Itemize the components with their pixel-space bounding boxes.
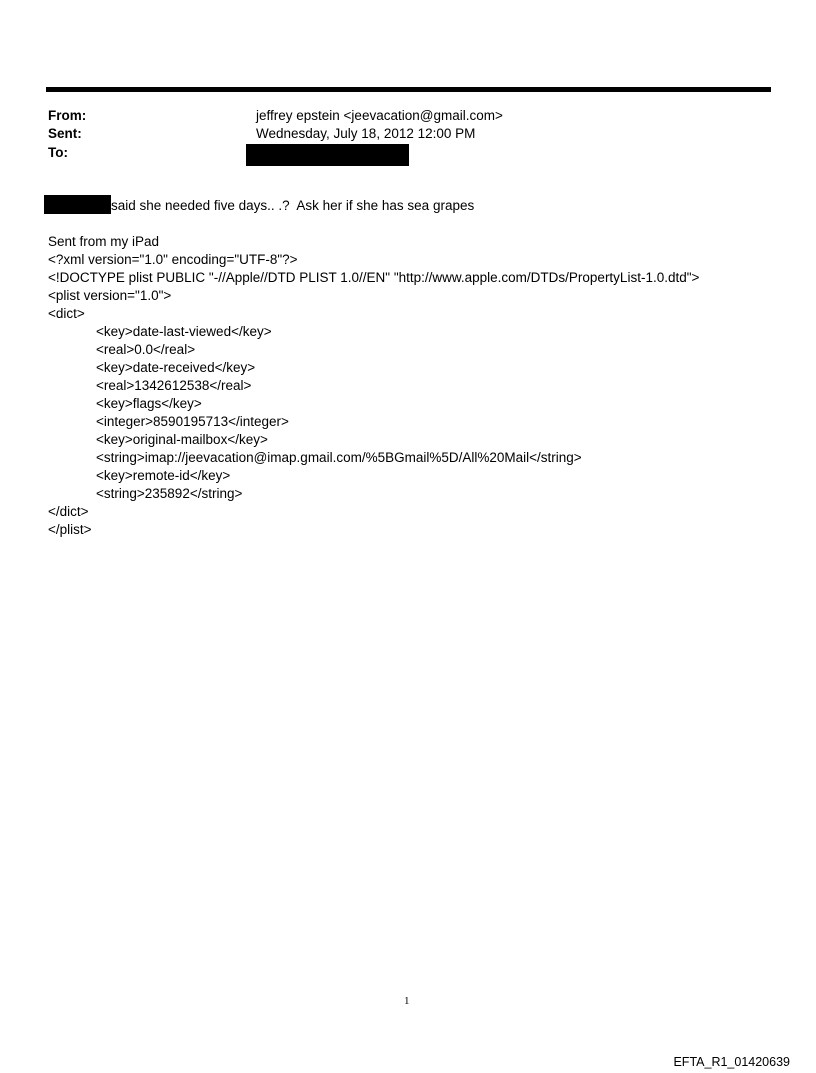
plist-entry: <real>1342612538</real> — [96, 378, 252, 393]
doctype-line: <!DOCTYPE plist PUBLIC "-//Apple//DTD PLIST 1.0//EN" "http://www.apple.com/DTDs/PropertyList-1.0.dtd"> — [48, 270, 700, 285]
plist-entry: <key>date-last-viewed</key> — [96, 324, 272, 339]
plist-entry: <key>flags</key> — [96, 396, 202, 411]
sent-value: Wednesday, July 18, 2012 12:00 PM — [256, 126, 476, 141]
dict-close: </dict> — [48, 504, 89, 519]
to-redaction — [246, 144, 409, 166]
plist-entry: <integer>8590195713</integer> — [96, 414, 289, 429]
name-redaction — [44, 195, 111, 214]
page-number: 1 — [404, 995, 410, 1007]
plist-entry: <string>imap://jeevacation@imap.gmail.com/%5BGmail%5D/All%20Mail</string> — [96, 450, 582, 465]
to-label: To: — [48, 145, 68, 160]
plist-open: <plist version="1.0"> — [48, 288, 172, 303]
dict-open: <dict> — [48, 306, 85, 321]
plist-entry: <string>235892</string> — [96, 486, 243, 501]
document-id: EFTA_R1_01420639 — [673, 1055, 790, 1069]
message-first-line: said she needed five days.. .? Ask her if she has sea grapes — [111, 198, 475, 213]
plist-entry: <real>0.0</real> — [96, 342, 196, 357]
xml-declaration: <?xml version="1.0" encoding="UTF-8"?> — [48, 252, 298, 267]
plist-close: </plist> — [48, 522, 92, 537]
sent-label: Sent: — [48, 126, 82, 141]
from-value: jeffrey epstein <jeevacation@gmail.com> — [256, 108, 503, 123]
from-label: From: — [48, 108, 87, 123]
signature-line: Sent from my iPad — [48, 234, 160, 249]
header-rule — [46, 87, 771, 92]
plist-entry: <key>date-received</key> — [96, 360, 256, 375]
plist-entry: <key>remote-id</key> — [96, 468, 231, 483]
plist-entry: <key>original-mailbox</key> — [96, 432, 268, 447]
